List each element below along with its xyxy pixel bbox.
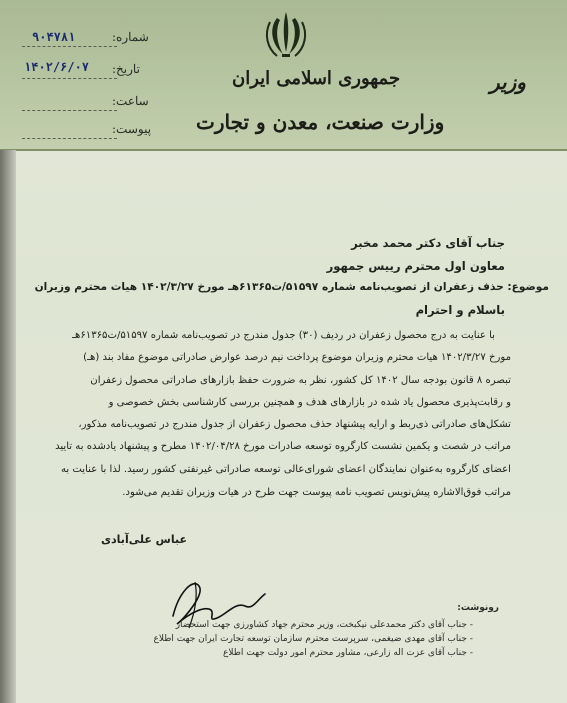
ministry-title: وزارت صنعت، معدن و تجارت bbox=[196, 110, 445, 134]
date-line bbox=[22, 78, 117, 79]
minister-title: وزیر bbox=[490, 70, 526, 94]
date-value: ۱۴۰۲/۶/۰۷ bbox=[24, 60, 90, 74]
signatory-name: عباس علی‌آبادی bbox=[100, 533, 187, 546]
paragraph-line: اعضای کارگروه به‌عنوان نمایندگان اعضای شورای‌عالی توسعه صادراتی غیرنفتی کشور رسید. لذا با عنایت به bbox=[60, 464, 511, 475]
recipient-name: جناب آقای دکتر محمد مخبر bbox=[351, 236, 505, 250]
greeting: باسلام و احترام bbox=[415, 303, 505, 317]
paragraph-line: مراتب فوق‌الاشاره پیش‌نویس تصویب نامه پیوست جهت طرح در هیات وزیران تقدیم می‌شود. bbox=[122, 487, 511, 498]
cc-label: رونوشت: bbox=[457, 603, 499, 613]
cc-item: - جناب آقای مهدی ضیغمی، سرپرست محترم سازمان توسعه تجارت ایران جهت اطلاع bbox=[153, 634, 473, 644]
paragraph-line: مراتب در شصت و یکمین نشست کارگروه توسعه صادرات مورخ ۱۴۰۲/۰۴/۲۸ مطرح و پیشنهاد یادشده به تایید bbox=[55, 441, 511, 452]
number-line bbox=[22, 46, 117, 47]
number-value: ۹۰۴۷۸۱ bbox=[32, 30, 76, 44]
subject-line: موضوع: حذف زعفران از تصویب‌نامه شماره ۵۱۵۹۷/ت۶۱۳۶۵هـ مورخ ۱۴۰۲/۳/۲۷ هیات محترم وزیران bbox=[34, 281, 549, 293]
cc-item: - جناب آقای دکتر محمدعلی نیکبخت، وزیر محترم جهاد کشاورزی جهت استحضار bbox=[175, 620, 473, 630]
number-label: شماره: bbox=[112, 30, 149, 44]
paragraph-line: تشکل‌های صادراتی ذی‌ربط و ارایه پیشنهاد حذف محصول زعفران از جدول مندرج در تصویب‌نامه مذکور، bbox=[78, 419, 511, 430]
iran-emblem-icon bbox=[263, 8, 309, 60]
date-label: تاریخ: bbox=[112, 62, 140, 76]
paragraph-line: تبصره ۸ قانون بودجه سال ۱۴۰۲ کل کشور، نظر به ضرورت حفظ بازارهای صادراتی محصول زعفران bbox=[90, 375, 511, 386]
page-edge-shadow bbox=[0, 150, 16, 703]
recipient-title: معاون اول محترم رییس جمهور bbox=[326, 259, 505, 273]
attachment-label: پیوست: bbox=[112, 122, 152, 136]
time-label: ساعت: bbox=[112, 94, 149, 108]
paragraph-line: و رقابت‌پذیری محصول یاد شده در بازارهای هدف و همچنین بررسی کارشناسی بخش خصوصی و bbox=[108, 397, 511, 408]
paragraph-line: با عنایت به درج محصول زعفران در ردیف (۳۰) جدول مندرج در تصویب‌نامه شماره ۵۱۵۹۷/ت۶۱۳۶۵هـ bbox=[72, 330, 495, 341]
cc-item: - جناب آقای عزت اله زارعی، مشاور محترم امور دولت جهت اطلاع bbox=[222, 648, 473, 658]
letterhead-divider bbox=[0, 149, 567, 151]
paragraph-line: مورخ ۱۴۰۲/۳/۲۷ هیات محترم وزیران موضوع پرداخت نیم درصد عوارض صادراتی موضوع مفاد بند (هـ) bbox=[83, 352, 511, 363]
republic-title: جمهوری اسلامی ایران bbox=[232, 68, 401, 89]
time-line bbox=[22, 110, 117, 111]
attachment-line bbox=[22, 138, 117, 139]
